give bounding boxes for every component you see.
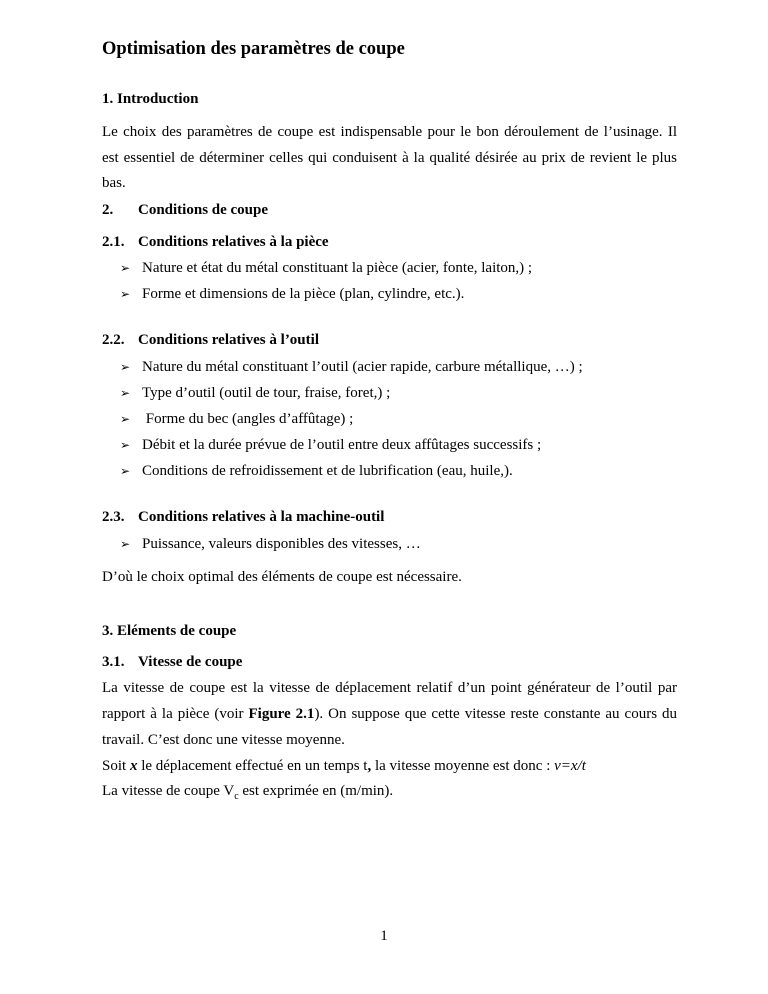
arrow-bullet-icon: ➢ (120, 537, 131, 551)
text: Soit (102, 758, 130, 774)
heading-machine (102, 508, 384, 526)
heading-number: 2.2. (102, 332, 125, 348)
paragraph-line: travail. C’est donc une vitesse moyenne. (102, 732, 345, 748)
heading-text: Conditions relatives à la machine-outil (138, 509, 385, 525)
arrow-bullet-icon: ➢ (120, 360, 131, 374)
heading-text: Eléments de coupe (117, 623, 237, 639)
heading-conditions (102, 201, 268, 219)
paragraph-line: bas. (102, 175, 126, 191)
page-title: Optimisation des paramètres de coupe (102, 39, 405, 59)
heading-outil (102, 331, 319, 349)
text: La vitesse de coupe V (102, 783, 235, 799)
text: ). On suppose que cette vitesse reste constante au cours du (314, 706, 678, 722)
text: , (367, 758, 372, 774)
heading-vitesse (102, 653, 242, 671)
arrow-bullet-icon: ➢ (120, 464, 131, 478)
text: le déplacement effectué en un temps t (137, 758, 368, 774)
paragraph-line: La vitesse de coupe est la vitesse de déplacement relatif d’un point générateur de l’outil par (102, 680, 677, 696)
arrow-bullet-icon: ➢ (120, 412, 131, 426)
heading-number: 1. (102, 91, 114, 107)
arrow-bullet-icon: ➢ (120, 287, 131, 301)
text: rapport à la pièce (voir (102, 706, 249, 722)
heading-piece (102, 233, 329, 251)
paragraph-line (102, 757, 586, 775)
heading-introduction (102, 90, 198, 108)
list-item-text: Nature du métal constituant l’outil (acier rapide, carbure métallique, …) ; (142, 359, 583, 375)
paragraph-line (102, 705, 677, 723)
list-item-text: Type d’outil (outil de tour, fraise, foret,) ; (142, 385, 391, 401)
heading-text: Conditions de coupe (138, 202, 269, 218)
heading-number: 3. (102, 623, 114, 639)
heading-text: Conditions relatives à la pièce (138, 234, 329, 250)
subscript: c (234, 791, 239, 802)
list-item-text: Forme du bec (angles d’affûtage) ; (142, 411, 354, 427)
list-item-text: Débit et la durée prévue de l’outil entre deux affûtages successifs ; (142, 437, 542, 453)
conclusion-text: D’où le choix optimal des éléments de coupe est nécessaire. (102, 569, 462, 585)
list-item (120, 285, 464, 303)
list-item (120, 384, 390, 402)
heading-number: 2. (102, 202, 114, 218)
arrow-bullet-icon: ➢ (120, 438, 131, 452)
arrow-bullet-icon: ➢ (120, 386, 131, 400)
paragraph-line (102, 782, 393, 806)
list-item (120, 358, 583, 376)
list-item (120, 259, 532, 277)
heading-number: 3.1. (102, 654, 125, 670)
figure-reference: Figure 2.1 (248, 706, 315, 722)
paragraph-line: Le choix des paramètres de coupe est indispensable pour le bon déroulement de l’usinage. Il (102, 124, 677, 140)
list-item-text: Conditions de refroidissement et de lubrification (eau, huile,). (142, 463, 513, 479)
heading-number: 2.1. (102, 234, 125, 250)
list-item-text: Puissance, valeurs disponibles des vitesses, … (142, 536, 421, 552)
list-item (120, 436, 541, 454)
heading-text: Vitesse de coupe (138, 654, 243, 670)
list-item-text: Forme et dimensions de la pièce (plan, cylindre, etc.). (142, 286, 465, 302)
paragraph-line: est essentiel de déterminer celles qui conduisent à la qualité désirée au prix de revient le plus (102, 150, 677, 166)
formula: v=x/t (554, 758, 586, 774)
page-number: 1 (380, 928, 388, 944)
text: est exprimée en (m/min). (238, 783, 394, 799)
heading-elements (102, 622, 236, 640)
list-item-text: Nature et état du métal constituant la pièce (acier, fonte, laiton,) ; (142, 260, 533, 276)
list-item (120, 410, 353, 428)
variable-x: x (129, 758, 138, 774)
text: la vitesse moyenne est donc : (371, 758, 555, 774)
heading-text: Introduction (117, 91, 199, 107)
arrow-bullet-icon: ➢ (120, 261, 131, 275)
list-item (120, 462, 513, 480)
heading-number: 2.3. (102, 509, 125, 525)
list-item (120, 535, 421, 553)
heading-text: Conditions relatives à l’outil (138, 332, 319, 348)
